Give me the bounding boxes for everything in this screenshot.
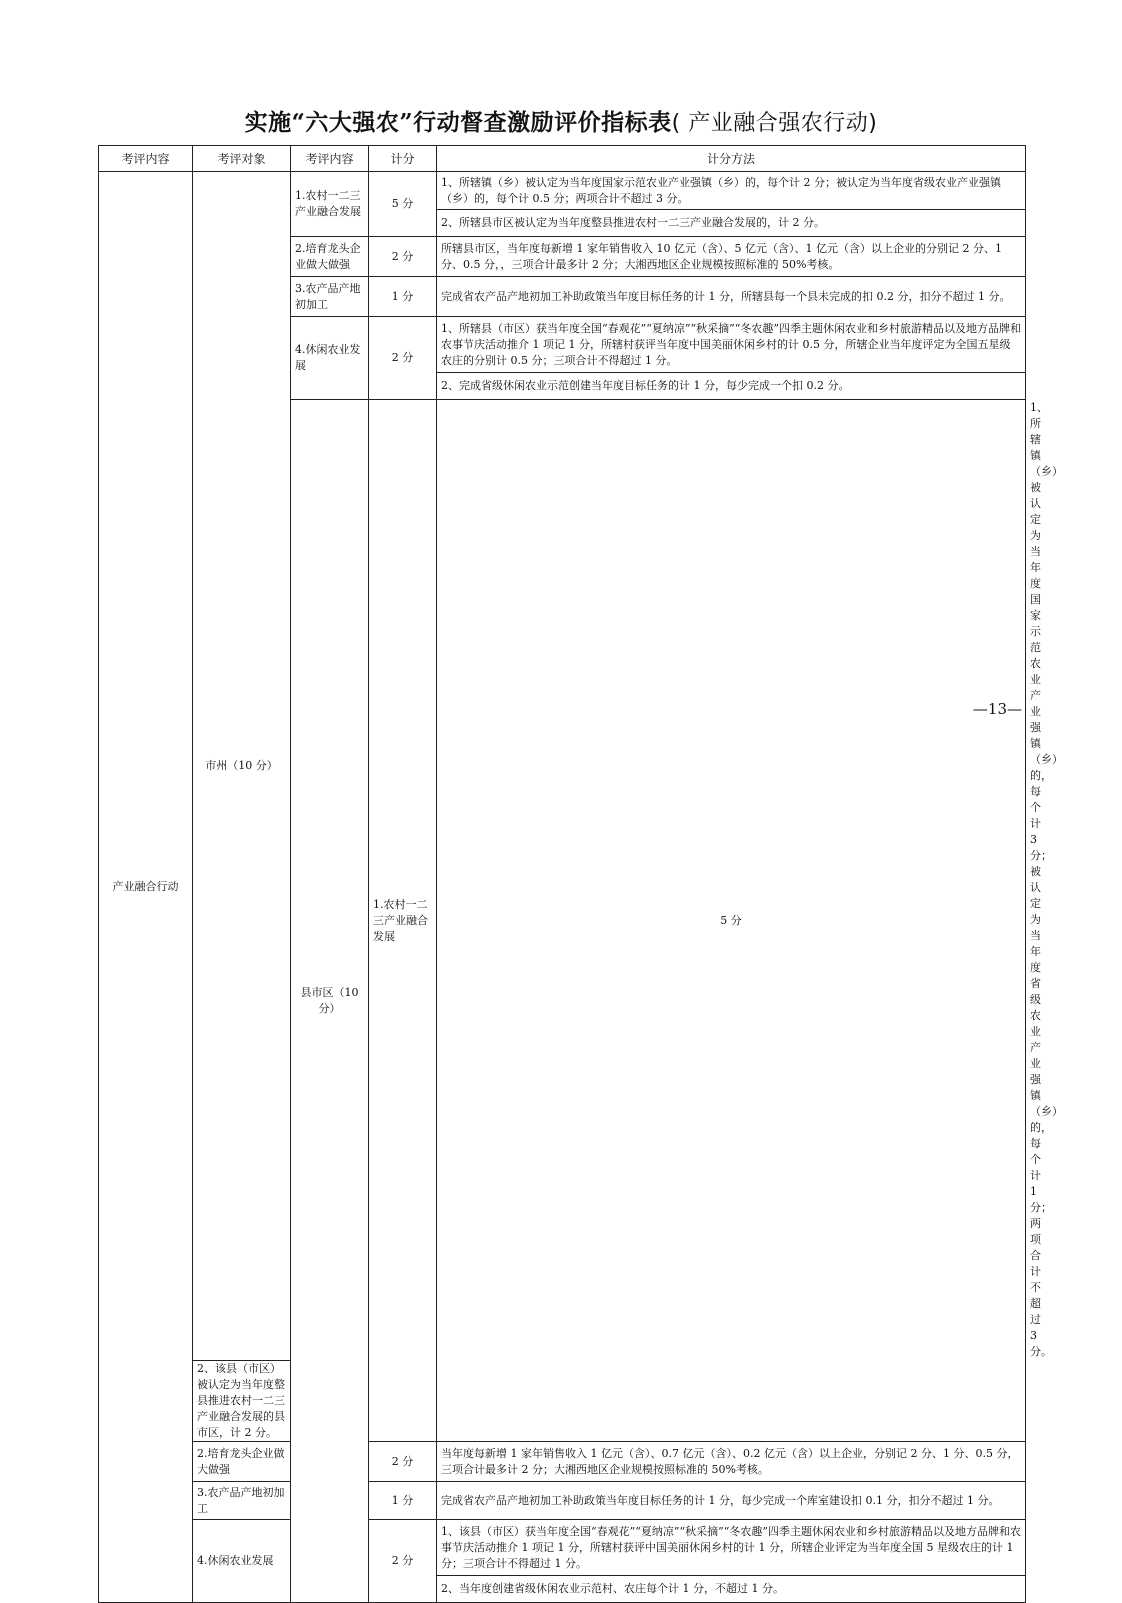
item-cell: 4.休闲农业发展 [291,317,369,400]
item-cell: 4.休闲农业发展 [193,1520,291,1603]
page-title [0,104,1122,137]
header-score: 计分 [369,146,437,172]
item-cell: 1.农村一二三产业融合发展 [369,400,437,1442]
method-cell: 完成省农产品产地初加工补助政策当年度目标任务的计 1 分，每少完成一个库室建设扣 0.1 分，扣分不超过 1 分。 [437,1482,1026,1520]
scoring-table [98,145,1063,1603]
method-cell: 当年度每新增 1 家年销售收入 1 亿元（含）、0.7 亿元（含）、0.2 亿元（含）以上企业，分别记 2 分、1 分、0.5 分，三项合计最多计 2 分；大湘西地区企业规模按照标准的 50%考核。 [437,1442,1026,1482]
table-row [99,1442,1026,1482]
header-item: 考评内容 [291,146,369,172]
method-cell: 1、所辖镇（乡）被认定为当年度国家示范农业产业强镇（乡）的，每个计 2 分；被认定为当年度省级农业产业强镇（乡）的，每个计 0.5 分；两项合计不超过 3 分。 [437,172,1026,210]
header-target: 考评对象 [193,146,291,172]
score-cell: 5 分 [437,400,1026,1442]
header-category: 考评内容 [99,146,193,172]
item-cell: 3.农产品产地初加工 [291,277,369,317]
score-cell: 2 分 [369,237,437,277]
method-cell: 1、该县（市区）获当年度全国“春观花”“夏纳凉”“秋采摘”“冬农趣”四季主题休闲农业和乡村旅游精品以及地方品牌和农事节庆活动推介 1 项记 1 分，所辖村获评中国美丽休闲乡村的计 1 分，所辖企业评定为当年度全国 5 星级农庄的计 1 分；三项合计不得超过 1 分。 [437,1520,1026,1576]
score-cell: 2 分 [369,317,437,400]
method-cell: 所辖县市区，当年度每新增 1 家年销售收入 10 亿元（含）、5 亿元（含）、1 亿元（含）以上企业的分别记 2 分、1 分、0.5 分，，三项合计最多计 2 分；大湘西地区企业规模按照标准的 50%考核。 [437,237,1026,277]
score-cell: 5 分 [369,172,437,237]
category-cell: 产业融合行动 [99,172,193,1603]
method-cell: 1、所辖县（市区）获当年度全国“春观花”“夏纳凉”“秋采摘”“冬农趣”四季主题休闲农业和乡村旅游精品以及地方品牌和农事节庆活动推介 1 项记 1 分，所辖村获评当年度中国美丽休闲乡村的计 0.5 分，所辖企业当年度评定为全国五星级农庄的分别计 0.5 分；三项合计不得超过 1 分。 [437,317,1026,373]
method-cell: 2、所辖县市区被认定为当年度整县推进农村一二三产业融合发展的，计 2 分。 [437,210,1026,237]
page-number: —13— [972,700,1022,718]
method-cell: 2、该县（市区）被认定为当年度整县推进农村一二三产业融合发展的县市区，计 2 分。 [193,1361,291,1442]
score-cell: 1 分 [369,277,437,317]
score-cell: 2 分 [369,1442,437,1482]
table-row [99,1520,1026,1576]
table-row: 县市区（10 分） 1.农村一二三产业融合发展 5 分 1、所辖镇（乡）被认定为当年度国家示范农业产业强镇（乡）的，每个计 3 分；被认定为当年度省级农业产业强镇（乡）的，每个计 1 分；两项合计不超过 3 分。 [99,400,1026,1361]
item-cell: 2.培育龙头企业做大做强 [193,1442,291,1482]
target-county: 县市区（10 分） [291,400,369,1603]
table-row [99,1482,1026,1520]
header-row [99,146,1026,172]
item-cell: 2.培育龙头企业做大做强 [291,237,369,277]
method-cell: 完成省农产品产地初加工补助政策当年度目标任务的计 1 分，所辖县每一个县未完成的扣 0.2 分，扣分不超过 1 分。 [437,277,1026,317]
target-city: 市州（10 分） [193,172,291,1361]
title-main: 实施“六大强农”行动督查激励评价指标表 [244,109,672,136]
header-method: 计分方法 [437,146,1026,172]
table-row [99,172,1026,210]
title-sub: ( 产业融合强农行动) [671,111,878,136]
method-cell: 2、当年度创建省级休闲农业示范村、农庄每个计 1 分，不超过 1 分。 [437,1576,1026,1603]
score-cell: 2 分 [369,1520,437,1603]
item-cell: 3.农产品产地初加工 [193,1482,291,1520]
score-cell: 1 分 [369,1482,437,1520]
method-cell: 2、完成省级休闲农业示范创建当年度目标任务的计 1 分，每少完成一个扣 0.2 分。 [437,373,1026,400]
item-cell: 1.农村一二三产业融合发展 [291,172,369,237]
